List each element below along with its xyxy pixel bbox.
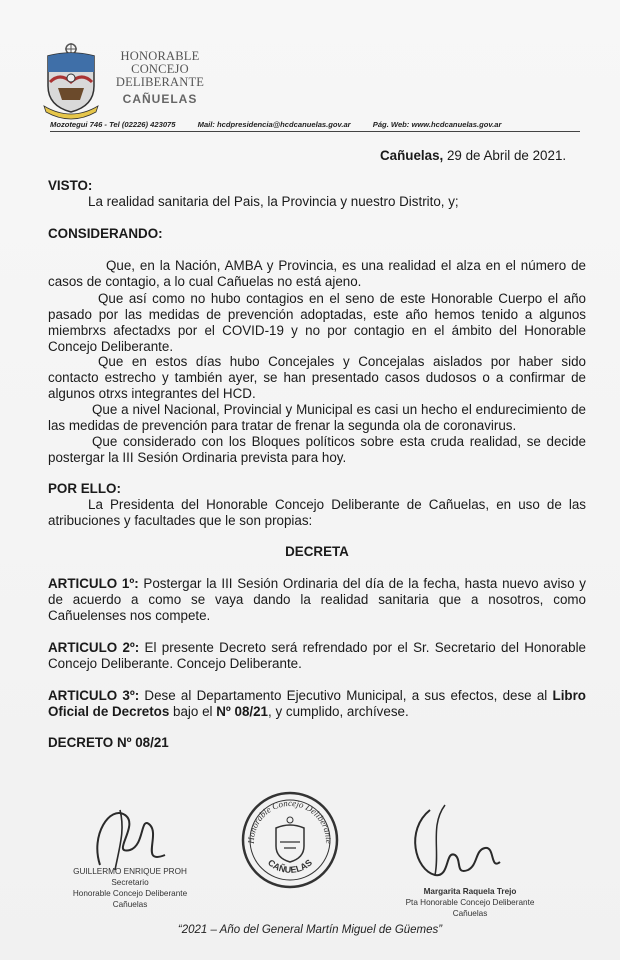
official-seal (240, 790, 340, 890)
por-ello-heading: POR ELLO: (48, 481, 121, 496)
right-signer-name: Margarita Raquela Trejo (423, 887, 517, 896)
left-signer-name: GUILLERMO ENRIQUE PROH (73, 867, 187, 876)
considerando-p3: Que en estos días hubo Concejales y Concejalas aislados por haber sido contacto estrecho y también ayer, se han presentado casos dudosos o a confirmar de algunos otrxs integrantes del HCD. (48, 354, 586, 401)
considerando-p1: Que, en la Nación, AMBA y Provincia, es una realidad el alza en el número de casos de contagio, a lo cual Cañuelas no está ajeno. (48, 258, 586, 289)
date-city: Cañuelas, (380, 148, 444, 163)
article-1 (48, 576, 586, 624)
coat-of-arms-logo (40, 42, 102, 120)
article-3-label: ARTICULO 3º: (48, 688, 140, 703)
article-3-text-a: Dese al Departamento Ejecutivo Municipal, a sus efectos, dese al (139, 688, 553, 703)
considerando-p5: Que considerado con los Bloques políticos sobre esta cruda realidad, se decide postergar la III Sesión Ordinaria prevista para hoy. (48, 434, 586, 465)
article-2-text: El presente Decreto será refrendado por el Sr. Secretario del Honorable Concejo Deliberante. Concejo Deliberante. (48, 640, 586, 671)
seal-text-top: Honorable Concejo Deliberante (245, 797, 335, 844)
org-town: CAÑUELAS (122, 92, 198, 106)
article-1-text: Postergar la III Sesión Ordinaria del día de la fecha, hasta nuevo aviso y de acuerdo a como se vaya dando la realidad sanitaria que a nosotros, como Cañuelenses nos compete. (48, 576, 586, 623)
left-signature (70, 795, 190, 875)
article-3-text-c: , y cumplido, archívese. (268, 704, 409, 719)
seal-text-bottom: CAÑUELAS (266, 857, 314, 876)
decreta-heading: DECRETA (285, 544, 349, 559)
org-line-1: HONORABLE (120, 49, 200, 63)
right-signer-role: Pta Honorable Concejo Deliberante (405, 898, 535, 907)
visto-heading: VISTO: (48, 178, 93, 193)
date-rest: 29 de Abril de 2021. (443, 148, 567, 163)
right-signer-town: Cañuelas (452, 909, 488, 918)
article-3 (48, 688, 586, 720)
article-2-label: ARTICULO 2º: (48, 640, 140, 655)
article-3-text-b: bajo el (169, 704, 217, 719)
email: Mail: hcdpresidencia@hcdcanuelas.gov.ar (197, 120, 351, 129)
right-signature (400, 800, 520, 885)
article-3-book: Libro Oficial de Decretos (48, 688, 586, 719)
website: Pág. Web: www.hcdcanuelas.gov.ar (372, 120, 502, 129)
article-2 (48, 640, 586, 672)
footer-motto: “2021 – Año del General Martín Miguel de Güemes” (177, 924, 443, 936)
por-ello-text: La Presidenta del Honorable Concejo Deliberante de Cañuelas, en uso de las atribuciones y facultades que le son propias: (48, 497, 586, 528)
left-signature-block (40, 866, 220, 910)
visto-text: La realidad sanitaria del Pais, la Provincia y nuestro Distrito, y; (88, 194, 459, 209)
left-signer-town: Cañuelas (112, 900, 148, 909)
org-line-2: CONCEJO (131, 62, 189, 76)
header-divider (50, 131, 580, 132)
contact-line (50, 120, 580, 129)
decreto-number: DECRETO Nº 08/21 (48, 735, 169, 750)
considerando-p4: Que a nivel Nacional, Provincial y Municipal es casi un hecho el endurecimiento de las medidas de prevención para tratar de frenar la segunda ola de coronavirus. (48, 402, 586, 433)
left-signer-role: Secretario (111, 878, 149, 887)
left-signer-org: Honorable Concejo Deliberante (72, 889, 188, 898)
right-signature-block (390, 886, 550, 919)
organization-name (112, 50, 208, 106)
article-3-number: Nº 08/21 (216, 704, 269, 719)
svg-text:CAÑUELAS (266, 857, 314, 875)
address: Mozotegui 746 - Tel (02226) 423075 (50, 120, 176, 129)
considerando-heading: CONSIDERANDO: (48, 226, 163, 241)
org-line-3: DELIBERANTE (115, 75, 205, 89)
considerando-p2: Que así como no hubo contagios en el seno de este Honorable Cuerpo el año pasado por las medidas de prevención adoptadas, este año hemos tenido a algunos miembrxs afectadxs por el COVID-19 y no por contagio en el ámbito del Honorable Concejo Deliberante. (48, 291, 586, 354)
document-date (380, 148, 566, 163)
article-1-label: ARTICULO 1º: (48, 576, 139, 591)
